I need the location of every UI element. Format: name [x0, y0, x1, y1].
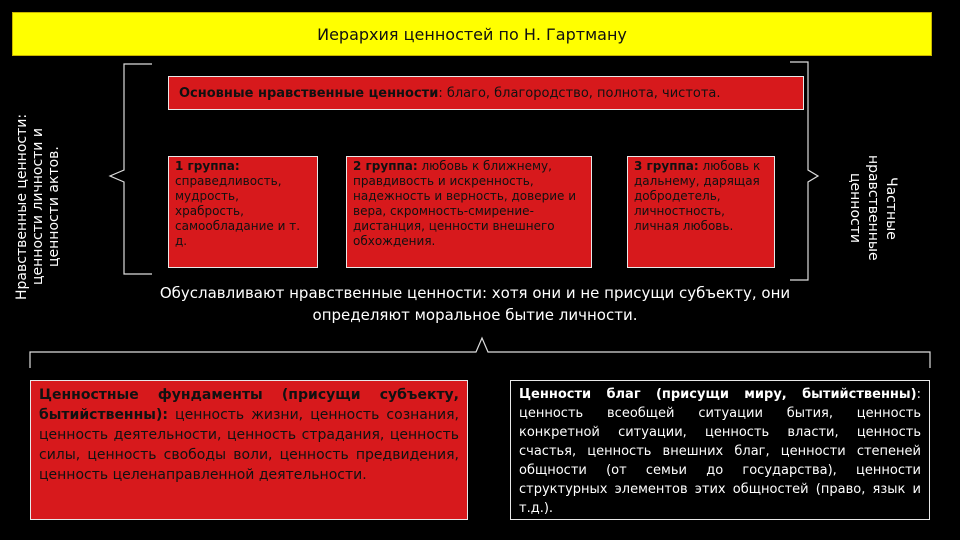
- foundation-text: ценность жизни, ценность сознания, ценность деятельности, ценность страдания, ценность силы, ценность свободы воли, ценность предвидения, ценность целенаправленной деятельности.: [39, 407, 459, 483]
- conditioning-text: Обуславливают нравственные ценности: хотя они и не присущи субъекту, они определяют моральное бытие личности.: [159, 284, 791, 324]
- left-vertical-label: Нравственные ценности: ценности личности и ценности актов.: [14, 113, 62, 301]
- group-2-label: 2 группа:: [353, 159, 418, 173]
- goods-label: Ценности благ (присущи миру, бытийственны): [519, 387, 917, 402]
- goods-box: [510, 380, 930, 520]
- group-2-box: [346, 156, 592, 268]
- page-title: Иерархия ценностей по Н. Гартману: [317, 24, 627, 44]
- group-3-box: [627, 156, 775, 268]
- group-1-text: справедливость, мудрость, храбрость, самообладание и т. д.: [175, 174, 301, 248]
- foundation-box: [30, 380, 468, 520]
- main-values-label: Основные нравственные ценности: [179, 85, 439, 101]
- main-values-text: : благо, благородство, полнота, чистота.: [438, 85, 721, 101]
- group-1-label: 1 группа:: [175, 159, 240, 173]
- group-2-text: любовь к ближнему, правдивость и искренность, надежность и верность, доверие и вера, скромность-смирение-дистанция, ценности внешнего обхождения.: [353, 159, 577, 248]
- goods-text: : ценность всеобщей ситуации бытия, ценность конкретной ситуации, ценность власти, ценность счастья, ценность внешних благ, ценности степеней общности (от семьи до государства), ценности структурных элементов этих общностей (право, язык и т.д.).: [519, 387, 921, 516]
- right-vertical-label: Частные нравственные ценности: [847, 155, 899, 261]
- group-3-text: любовь к дальнему, дарящая добродетель, личностность, личная любовь.: [634, 159, 761, 233]
- group-3-label: 3 группа:: [634, 159, 699, 173]
- left-bracket: [110, 64, 152, 274]
- bottom-brace: [30, 338, 930, 368]
- group-1-box: [168, 156, 318, 268]
- foundation-label: Ценностные фундаменты (присущи субъекту, бытийственны):: [39, 387, 459, 423]
- main-values-box: [168, 76, 804, 110]
